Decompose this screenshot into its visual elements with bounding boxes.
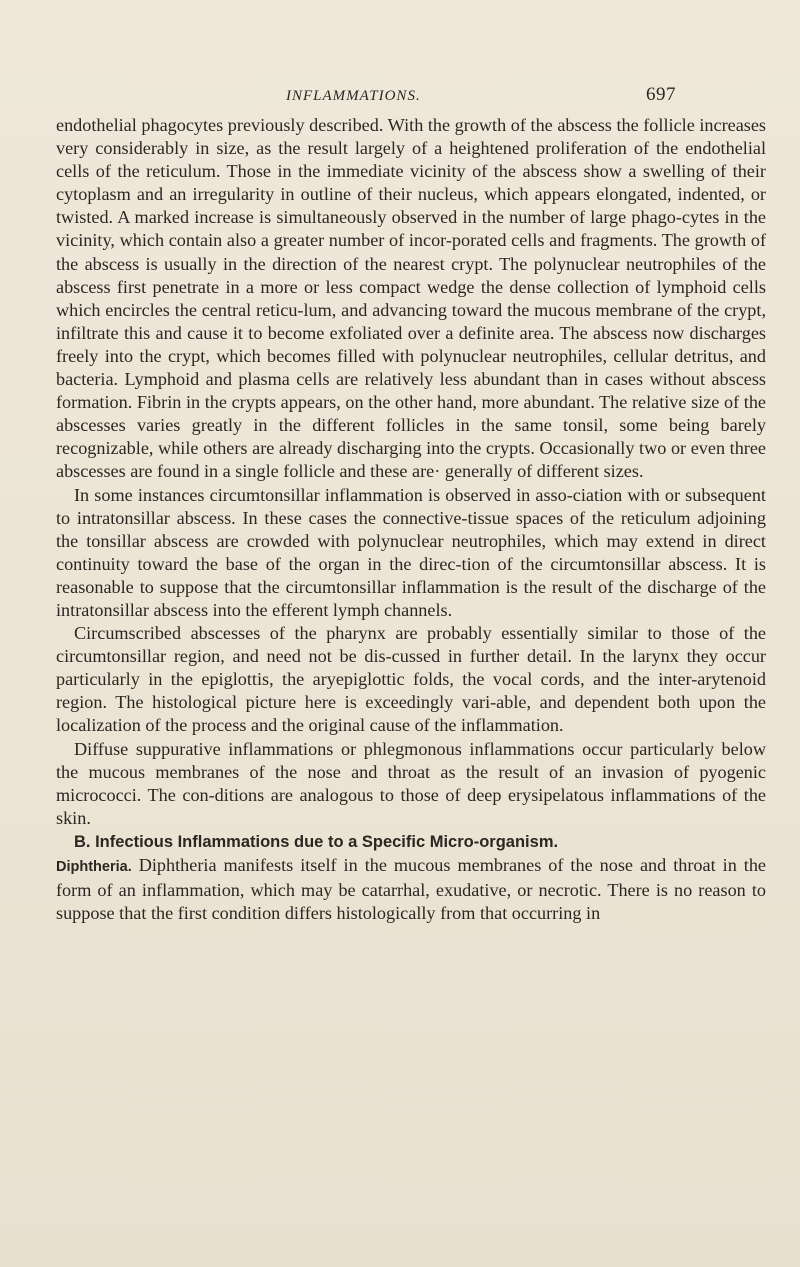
diphtheria-text: Diphtheria manifests itself in the mucous membranes of the nose and throat in the form of an inflammation, which may be catarrhal, exudative, or necrotic. There is no reason to suppose that the first condition differs histologically from that occurring in [56,855,766,924]
page-body [56,114,766,925]
paragraph-abscess-growth: endothelial phagocytes previously described. With the growth of the abscess the follicle increases very considerably in size, as the result largely of a heightened proliferation of the endothelial cells of the reticulum. Those in the immediate vicinity of the abscess show a swelling of their cytoplasm and an irregularity in outline of their nucleus, which appears elongated, indented, or twisted. A marked increase is simultaneously observed in the number of large phago-cytes in the vicinity, which contain also a greater number of incor-porated cells and fragments. The growth of the abscess is usually in the direction of the nearest crypt. The polynuclear neutrophiles of the abscess first penetrate in a more or less compact wedge the dense collection of lymphoid cells which encircles the central reticu-lum, and advancing toward the mucous membrane of the crypt, infiltrate this and cause it to become exfoliated over a definite area. The abscess now discharges freely into the crypt, which becomes filled with polynuclear neutrophiles, cellular detritus, and bacteria. Lymphoid and plasma cells are relatively less abundant than in cases without abscess formation. Fibrin in the crypts appears, on the other hand, more abundant. The relative size of the abscesses varies greatly in the different follicles in the same tonsil, some being barely recognizable, while others are already discharging into the crypts. Occasionally two or even three abscesses are found in a single follicle and these are· generally of different sizes. [56,115,766,482]
paragraph-diffuse-suppurative: Diffuse suppurative inflammations or phlegmonous inflammations occur particularly below the mucous membranes of the nose and throat as the result of an invasion of pyogenic micrococci. The con-ditions are analogous to those of deep erysipelatous inflammations of the skin. [56,738,766,828]
paragraph-diphtheria [56,854,766,925]
page-number: 697 [646,84,676,105]
paragraph-circumtonsillar: In some instances circumtonsillar inflammation is observed in asso-ciation with or subsequent to intratonsillar abscess. In these cases the connective-tissue spaces of the reticulum adjoining the tonsillar abscess are crowded with polynuclear neutrophiles, which may extend in direct continuity toward the base of the organ in the direc-tion of the circumtonsillar abscess. It is reasonable to suppose that the circumtonsillar inflammation is the result of the discharge of the intratonsillar abscess into the efferent lymph channels. [56,484,766,620]
running-head: INFLAMMATIONS. [286,88,421,104]
section-heading: B. Infectious Inflammations due to a Specific Micro-organism. [74,832,559,851]
paragraph-pharynx-larynx: Circumscribed abscesses of the pharynx are probably essentially similar to those of the circumtonsillar region, and need not be dis-cussed in further detail. In the larynx they occur particularly in the epiglottis, the aryepiglottic folds, the vocal cords, and the inter-arytenoid region. The histological picture here is exceedingly vari-able, and dependent both upon the localization of the process and the original cause of the inflammation. [56,623,766,736]
side-heading-diphtheria: Diphtheria. [56,859,132,875]
section-heading-paragraph [56,830,766,854]
